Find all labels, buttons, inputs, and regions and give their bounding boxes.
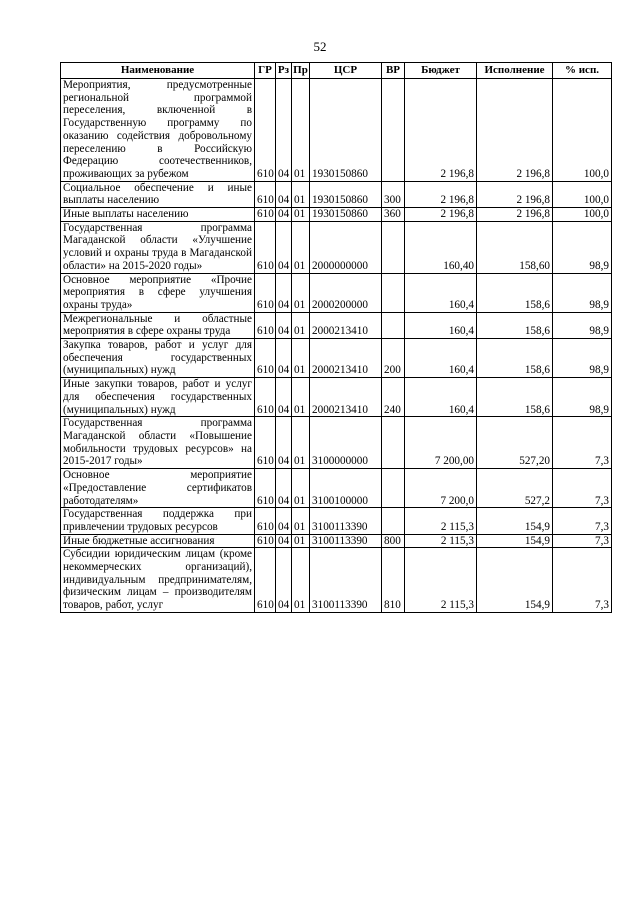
table-row — [61, 339, 612, 378]
table-row — [61, 312, 612, 338]
cell-csr: 3100113390 — [310, 508, 382, 534]
page-number: 52 — [313, 39, 327, 54]
header-vr: ВР — [382, 63, 405, 79]
cell-vr: 800 — [382, 534, 405, 548]
cell-rz: 04 — [276, 534, 292, 548]
cell-name: Субсидии юридическим лицам (кроме некоммерческих организаций), индивидуальным предпринимателям, физическим лицам – производителям товаров, работ, услуг — [61, 548, 255, 613]
cell-budget: 2 196,8 — [405, 181, 477, 207]
cell-gr: 610 — [255, 221, 276, 273]
cell-pr: 01 — [292, 508, 310, 534]
cell-pr: 01 — [292, 469, 310, 508]
cell-name: Иные выплаты населению — [61, 208, 255, 222]
cell-csr: 2000213410 — [310, 312, 382, 338]
cell-csr: 2000213410 — [310, 378, 382, 417]
cell-budget: 160,40 — [405, 221, 477, 273]
cell-pr: 01 — [292, 548, 310, 613]
table-row — [61, 548, 612, 613]
cell-csr: 3100113390 — [310, 548, 382, 613]
header-pr: Пр — [292, 63, 310, 79]
table-row — [61, 417, 612, 469]
cell-name: Государственная программа Магаданской области «Повышение мобильности трудовых ресурсов» на 2015-2017 годы» — [61, 417, 255, 469]
cell-rz: 04 — [276, 273, 292, 312]
table-row — [61, 378, 612, 417]
cell-csr: 2000213410 — [310, 339, 382, 378]
cell-budget: 7 200,00 — [405, 417, 477, 469]
cell-execution: 154,9 — [477, 534, 553, 548]
table-row — [61, 79, 612, 182]
table-body — [61, 79, 612, 613]
cell-gr: 610 — [255, 548, 276, 613]
cell-gr: 610 — [255, 181, 276, 207]
cell-budget: 2 115,3 — [405, 508, 477, 534]
cell-name: Основное мероприятие «Предоставление сертификатов работодателям» — [61, 469, 255, 508]
cell-percent: 100,0 — [553, 181, 612, 207]
cell-name: Основное мероприятие «Прочие мероприятия в сфере улучшения охраны труда» — [61, 273, 255, 312]
cell-percent: 100,0 — [553, 79, 612, 182]
cell-pr: 01 — [292, 221, 310, 273]
cell-pr: 01 — [292, 534, 310, 548]
cell-vr — [382, 417, 405, 469]
cell-budget: 2 196,8 — [405, 79, 477, 182]
table-row — [61, 508, 612, 534]
cell-gr: 610 — [255, 208, 276, 222]
table-row — [61, 221, 612, 273]
cell-percent: 7,3 — [553, 508, 612, 534]
header-execution: Исполнение — [477, 63, 553, 79]
cell-execution: 2 196,8 — [477, 79, 553, 182]
cell-budget: 160,4 — [405, 378, 477, 417]
cell-csr: 1930150860 — [310, 208, 382, 222]
cell-budget: 7 200,0 — [405, 469, 477, 508]
cell-rz: 04 — [276, 469, 292, 508]
cell-budget: 160,4 — [405, 312, 477, 338]
cell-rz: 04 — [276, 508, 292, 534]
cell-vr — [382, 79, 405, 182]
cell-vr — [382, 469, 405, 508]
header-gr: ГР — [255, 63, 276, 79]
cell-execution: 158,6 — [477, 339, 553, 378]
cell-budget: 2 196,8 — [405, 208, 477, 222]
cell-percent: 98,9 — [553, 378, 612, 417]
cell-name: Закупка товаров, работ и услуг для обеспечения государственных (муниципальных) нужд — [61, 339, 255, 378]
cell-vr: 810 — [382, 548, 405, 613]
cell-execution: 154,9 — [477, 508, 553, 534]
cell-pr: 01 — [292, 79, 310, 182]
cell-name: Иные закупки товаров, работ и услуг для обеспечения государственных (муниципальных) нужд — [61, 378, 255, 417]
cell-name: Государственная поддержка при привлечении трудовых ресурсов — [61, 508, 255, 534]
header-name: Наименование — [61, 63, 255, 79]
cell-rz: 04 — [276, 417, 292, 469]
table-row — [61, 273, 612, 312]
cell-budget: 160,4 — [405, 273, 477, 312]
cell-vr: 360 — [382, 208, 405, 222]
cell-vr — [382, 221, 405, 273]
cell-percent: 98,9 — [553, 221, 612, 273]
cell-execution: 158,6 — [477, 312, 553, 338]
cell-gr: 610 — [255, 378, 276, 417]
header-row — [61, 63, 612, 79]
cell-gr: 610 — [255, 417, 276, 469]
cell-execution: 2 196,8 — [477, 208, 553, 222]
cell-name: Мероприятия, предусмотренные региональной программой переселения, включенной в Государственную программу по оказанию содействия добровольному переселению в Российскую Федерацию соотечественников, проживающих за рубежом — [61, 79, 255, 182]
cell-csr: 3100000000 — [310, 417, 382, 469]
cell-vr — [382, 312, 405, 338]
cell-budget: 2 115,3 — [405, 548, 477, 613]
cell-pr: 01 — [292, 273, 310, 312]
cell-rz: 04 — [276, 548, 292, 613]
cell-rz: 04 — [276, 339, 292, 378]
cell-vr: 300 — [382, 181, 405, 207]
cell-gr: 610 — [255, 534, 276, 548]
cell-rz: 04 — [276, 208, 292, 222]
table-row — [61, 181, 612, 207]
header-rz: Рз — [276, 63, 292, 79]
table-header — [61, 63, 612, 79]
cell-percent: 7,3 — [553, 548, 612, 613]
cell-pr: 01 — [292, 378, 310, 417]
cell-percent: 100,0 — [553, 208, 612, 222]
cell-gr: 610 — [255, 469, 276, 508]
cell-gr: 610 — [255, 79, 276, 182]
cell-execution: 158,6 — [477, 378, 553, 417]
cell-execution: 158,60 — [477, 221, 553, 273]
cell-csr: 3100100000 — [310, 469, 382, 508]
cell-vr — [382, 273, 405, 312]
cell-rz: 04 — [276, 378, 292, 417]
cell-execution: 2 196,8 — [477, 181, 553, 207]
cell-pr: 01 — [292, 312, 310, 338]
cell-percent: 98,9 — [553, 273, 612, 312]
cell-rz: 04 — [276, 312, 292, 338]
table-row — [61, 208, 612, 222]
budget-execution-table — [60, 62, 612, 613]
cell-rz: 04 — [276, 221, 292, 273]
cell-name: Социальное обеспечение и иные выплаты населению — [61, 181, 255, 207]
cell-name: Иные бюджетные ассигнования — [61, 534, 255, 548]
cell-csr: 3100113390 — [310, 534, 382, 548]
cell-pr: 01 — [292, 208, 310, 222]
table-row — [61, 469, 612, 508]
cell-pr: 01 — [292, 417, 310, 469]
header-budget: Бюджет — [405, 63, 477, 79]
cell-gr: 610 — [255, 273, 276, 312]
cell-csr: 1930150860 — [310, 181, 382, 207]
cell-vr: 240 — [382, 378, 405, 417]
table-row — [61, 534, 612, 548]
cell-vr: 200 — [382, 339, 405, 378]
cell-vr — [382, 508, 405, 534]
cell-execution: 158,6 — [477, 273, 553, 312]
cell-pr: 01 — [292, 339, 310, 378]
cell-execution: 154,9 — [477, 548, 553, 613]
header-percent: % исп. — [553, 63, 612, 79]
cell-execution: 527,2 — [477, 469, 553, 508]
cell-name: Государственная программа Магаданской области «Улучшение условий и охраны труда в Магаданской области» на 2015-2020 годы» — [61, 221, 255, 273]
cell-csr: 2000000000 — [310, 221, 382, 273]
cell-rz: 04 — [276, 181, 292, 207]
cell-percent: 7,3 — [553, 534, 612, 548]
cell-csr: 2000200000 — [310, 273, 382, 312]
cell-budget: 160,4 — [405, 339, 477, 378]
cell-gr: 610 — [255, 312, 276, 338]
cell-gr: 610 — [255, 339, 276, 378]
cell-percent: 98,9 — [553, 312, 612, 338]
cell-rz: 04 — [276, 79, 292, 182]
cell-percent: 7,3 — [553, 417, 612, 469]
cell-percent: 98,9 — [553, 339, 612, 378]
cell-gr: 610 — [255, 508, 276, 534]
cell-name: Межрегиональные и областные мероприятия в сфере охраны труда — [61, 312, 255, 338]
cell-budget: 2 115,3 — [405, 534, 477, 548]
cell-execution: 527,20 — [477, 417, 553, 469]
cell-percent: 7,3 — [553, 469, 612, 508]
cell-pr: 01 — [292, 181, 310, 207]
header-csr: ЦСР — [310, 63, 382, 79]
cell-csr: 1930150860 — [310, 79, 382, 182]
